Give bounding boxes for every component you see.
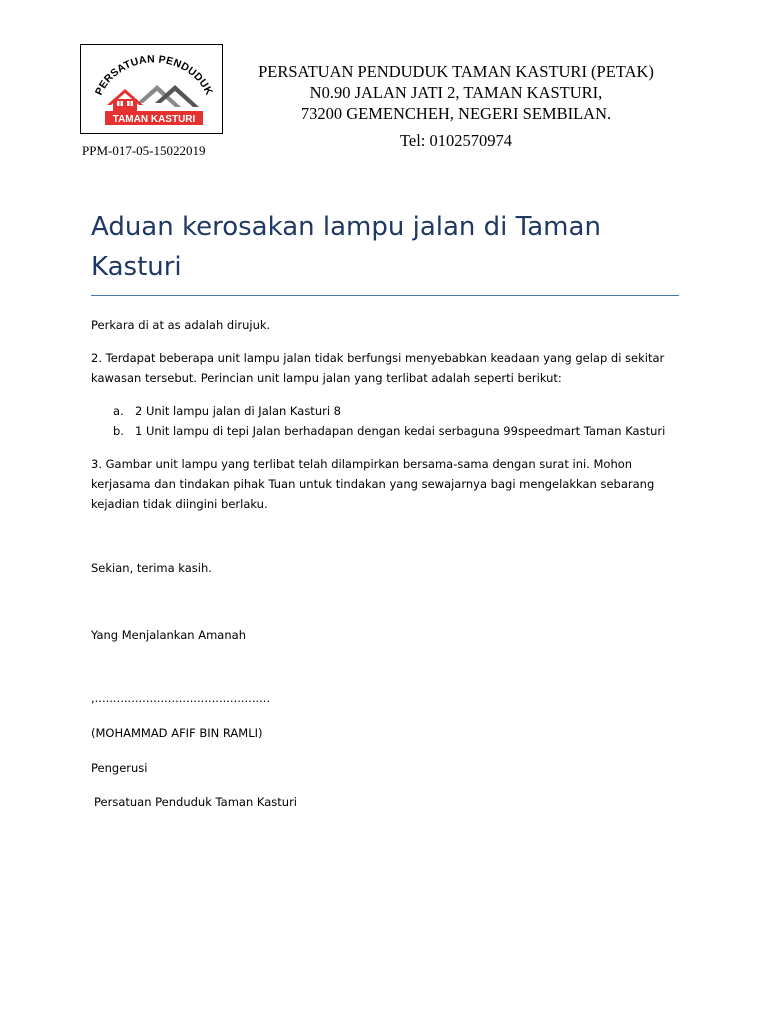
organisation-address [236, 61, 676, 151]
list-text: 1 Unit lampu di tepi Jalan berhadapan dengan kedai serbaguna 99speedmart Taman Kasturi [135, 424, 666, 438]
org-name: PERSATUAN PENDUDUK TAMAN KASTURI (PETAK) [258, 62, 654, 81]
association-logo [80, 44, 223, 134]
title-divider [91, 295, 679, 296]
logo-banner-text: TAMAN KASTURI [112, 114, 196, 125]
signatory-organisation: Persatuan Penduduk Taman Kasturi [94, 795, 297, 809]
closing-trust: Yang Menjalankan Amanah [91, 628, 246, 642]
list-marker: a. [113, 404, 124, 418]
list-marker: b. [113, 424, 124, 438]
reference-number: PPM-017-05-15022019 [82, 143, 206, 158]
letter-title: Aduan kerosakan lampu jalan di Taman Kasturi [91, 212, 601, 282]
closing-thanks: Sekian, terima kasih. [91, 561, 212, 575]
signature-line: ,................................................ [91, 691, 271, 705]
lamp-list [113, 401, 673, 441]
list-item [113, 401, 673, 421]
list-text: 2 Unit lampu jalan di Jalan Kasturi 8 [135, 404, 342, 418]
signatory-name: (MOHAMMAD AFIF BIN RAMLI) [91, 726, 263, 740]
list-item [113, 421, 673, 441]
org-telephone: Tel: 0102570974 [399, 131, 513, 150]
org-address-line-2: 73200 GEMENCHEH, NEGERI SEMBILAN. [300, 104, 612, 123]
paragraph-3: 3. Gambar unit lampu yang terlibat telah dilampirkan bersama-sama dengan surat ini. Mohon kerjasama dan tindakan pihak Tuan untuk tindakan yang sewajarnya bagi mengelakkan sebarang kejadian tidak diingini berlaku. [91, 457, 655, 511]
paragraph-2: 2. Terdapat beberapa unit lampu jalan tidak berfungsi menyebabkan keadaan yang gelap di sekitar kawasan tersebut. Perincian unit lampu jalan yang terlibat adalah seperti berikut: [91, 351, 665, 385]
org-address-line-1: N0.90 JALAN JATI 2, TAMAN KASTURI, [309, 83, 603, 102]
signatory-position: Pengerusi [91, 761, 148, 775]
logo-arc-text: PERSATUAN PENDUDUK [92, 53, 216, 98]
paragraph-1: Perkara di at as adalah dirujuk. [91, 318, 271, 332]
